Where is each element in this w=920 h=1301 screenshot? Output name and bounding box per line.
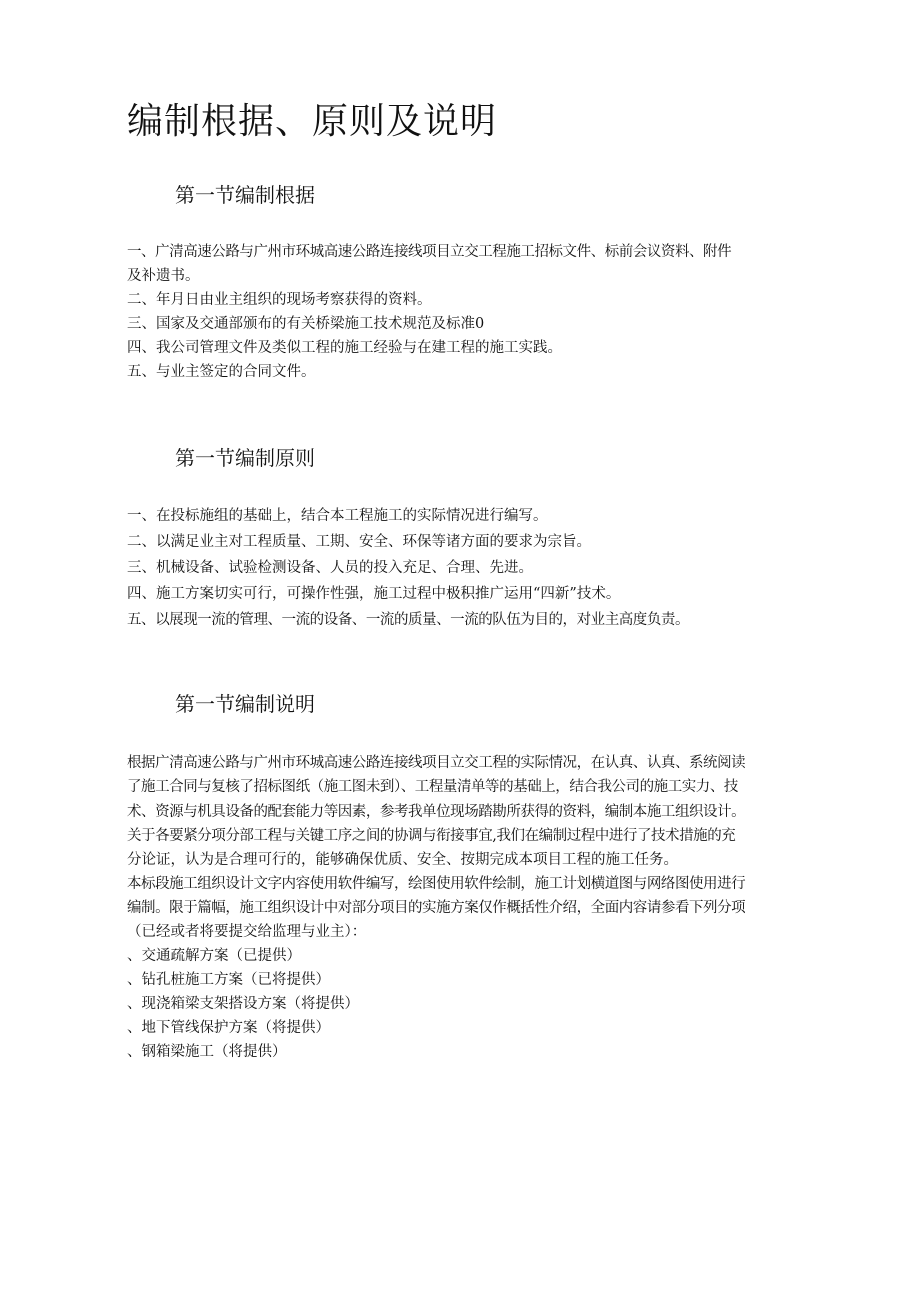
explanation-line-1: 根据广清高速公路与广州市环城高速公路连接线项目立交工程的实际情况，在认真、认真、系统阅读 bbox=[127, 755, 746, 771]
basis-line-1: 一、广清高速公路与广州市环城高速公路连接线项目立交工程施工招标文件、标前会议资料、附件 bbox=[127, 244, 732, 260]
section-heading-explanation: 第一节编制说明 bbox=[175, 692, 315, 716]
explanation-line-6: 本标段施工组织设计文字内容使用软件编写，绘图使用软件绘制，施工计划横道图与网络图使用进行 bbox=[127, 876, 746, 892]
section-heading-basis: 第一节编制根据 bbox=[175, 183, 315, 207]
basis-line-3: 二、年月日由业主组织的现场考察获得的资料。 bbox=[127, 292, 432, 308]
explanation-line-7: 编制。限于篇幅，施工组织设计中对部分项目的实施方案仅作概括性介绍，全面内容请参看下列分项 bbox=[127, 900, 746, 916]
basis-line-6: 五、与业主签定的合同文件。 bbox=[127, 364, 316, 380]
explanation-line-4: 关于各要紧分项分部工程与关键工序之间的协调与衔接事宜,我们在编制过程中进行了技术措施的充 bbox=[127, 828, 736, 844]
explanation-line-2: 了施工合同与复核了招标图纸（施工图未到）、工程量清单等的基础上，结合我公司的施工实力、技 bbox=[127, 779, 738, 795]
explanation-list-item-2: 、钻孔桩施工方案（已将提供） bbox=[127, 972, 330, 988]
basis-line-4: 三、国家及交通部颁布的有关桥梁施工技术规范及标准0 bbox=[127, 316, 485, 332]
explanation-line-3: 术、资源与机具设备的配套能力等因素，参考我单位现场踏勘所获得的资料，编制本施工组织设计。 bbox=[127, 804, 746, 820]
principles-line-3: 三、机械设备、试验检测设备、人员的投入充足、合理、先进。 bbox=[127, 560, 533, 576]
explanation-list-item-4: 、地下管线保护方案（将提供） bbox=[127, 1020, 330, 1036]
basis-line-2: 及补遗书。 bbox=[127, 268, 200, 284]
document-title: 编制根据、原则及说明 bbox=[127, 101, 498, 142]
principles-line-1: 一、在投标施组的基础上，结合本工程施工的实际情况进行编写。 bbox=[127, 508, 548, 524]
principles-line-2: 二、以满足业主对工程质量、工期、安全、环保等诸方面的要求为宗旨。 bbox=[127, 534, 591, 550]
section-heading-principles: 第一节编制原则 bbox=[175, 446, 315, 470]
principles-line-4: 四、施工方案切实可行，可操作性强，施工过程中极积推广运用“四新”技术。 bbox=[127, 586, 621, 602]
explanation-list-item-1: 、交通疏解方案（已提供） bbox=[127, 948, 301, 964]
explanation-line-8: （已经或者将要提交给监理与业主）： bbox=[127, 924, 367, 940]
explanation-line-5: 分论证，认为是合理可行的，能够确保优质、安全、按期完成本项目工程的施工任务。 bbox=[127, 852, 678, 868]
explanation-list-item-5: 、钢箱梁施工（将提供） bbox=[127, 1044, 287, 1060]
explanation-list-item-3: 、现浇箱梁支架搭设方案（将提供） bbox=[127, 996, 359, 1012]
basis-line-5: 四、我公司管理文件及类似工程的施工经验与在建工程的施工实践。 bbox=[127, 340, 562, 356]
principles-line-5: 五、以展现一流的管理、一流的设备、一流的质量、一流的队伍为目的，对业主高度负责。 bbox=[127, 612, 689, 628]
